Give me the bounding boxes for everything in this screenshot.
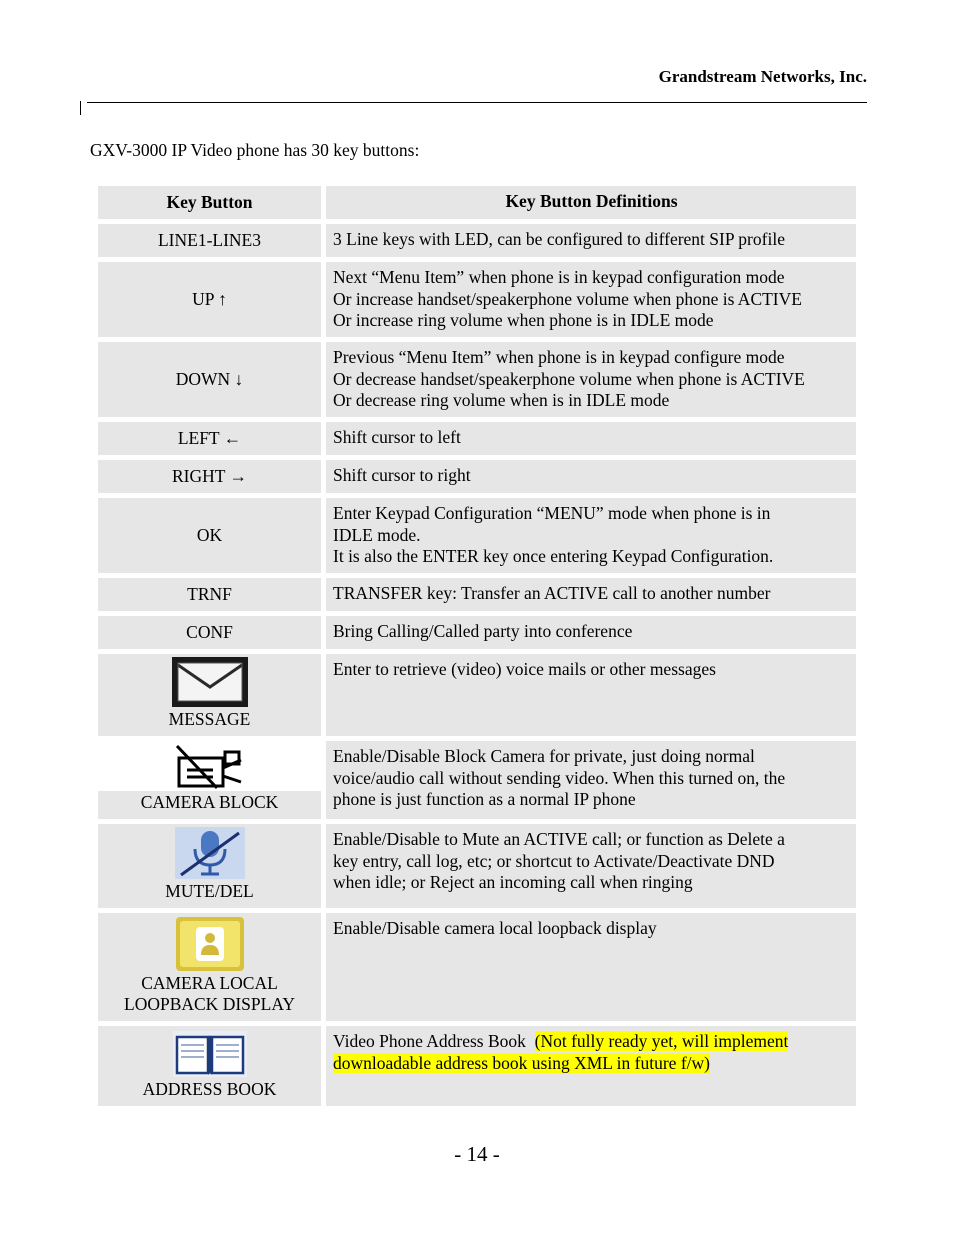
key-name: RIGHT → — [98, 460, 321, 493]
table-row — [98, 578, 856, 611]
table-row — [98, 262, 856, 337]
key-definition — [326, 342, 856, 417]
definition-line: Shift cursor to left — [333, 427, 461, 447]
key-name: DOWN ↓ — [98, 342, 321, 417]
key-label: MUTE/DEL — [165, 881, 254, 901]
key-definition — [326, 741, 856, 819]
definition-line: IDLE mode. — [333, 524, 421, 545]
key-definition — [326, 913, 856, 1021]
definition-line: Enter Keypad Configuration “MENU” mode when phone is in — [333, 503, 771, 523]
definition-line: 3 Line keys with LED, can be configured to different SIP profile — [333, 229, 785, 249]
definition-line: Enter to retrieve (video) voice mails or other messages — [333, 659, 716, 679]
header-definitions: Key Button Definitions — [326, 186, 856, 219]
header-key-button: Key Button — [98, 186, 321, 219]
key-name — [98, 1026, 321, 1106]
table-row — [98, 824, 856, 908]
page-number: - 14 - — [454, 1142, 500, 1166]
key-label: ADDRESS BOOK — [142, 1079, 277, 1099]
definition-line: Next “Menu Item” when phone is in keypad configuration mode — [333, 267, 785, 287]
key-name — [98, 913, 321, 1021]
key-name: LEFT ← — [98, 422, 321, 455]
definition-line — [333, 1053, 850, 1075]
key-definition — [326, 578, 856, 611]
key-label: CAMERA LOCAL — [141, 973, 278, 993]
header-rule-tick — [80, 101, 81, 115]
table-row — [98, 224, 856, 257]
key-name — [98, 741, 321, 819]
table-row — [98, 498, 856, 573]
person-portrait-icon — [176, 917, 244, 971]
definition-line: Previous “Menu Item” when phone is in keypad configure mode — [333, 347, 785, 367]
key-definition — [326, 1026, 856, 1106]
definition-line: voice/audio call without sending video. When this turned on, the — [333, 767, 786, 788]
definition-line: Or increase handset/speakerphone volume when phone is ACTIVE — [333, 288, 802, 309]
highlighted-note: downloadable address book using XML in future f/w) — [333, 1052, 710, 1073]
table-row — [98, 342, 856, 417]
key-name — [98, 824, 321, 908]
camera-blocked-icon — [175, 744, 245, 790]
definition-line: Or increase ring volume when phone is in IDLE mode — [333, 310, 714, 330]
key-definition — [326, 262, 856, 337]
definition-line: Enable/Disable Block Camera for private, just doing normal — [333, 746, 755, 766]
key-label: MESSAGE — [168, 709, 251, 729]
header-rule — [87, 102, 867, 103]
key-label: CAMERA BLOCK — [140, 792, 279, 812]
definition-line: Bring Calling/Called party into conference — [333, 621, 633, 641]
key-definition — [326, 224, 856, 257]
key-definition — [326, 654, 856, 736]
key-name: UP ↑ — [98, 262, 321, 337]
key-name: CONF — [98, 616, 321, 649]
table-row — [98, 460, 856, 493]
table-row — [98, 422, 856, 455]
key-label: LOOPBACK DISPLAY — [124, 994, 295, 1014]
definition-text: Video Phone Address Book — [333, 1031, 535, 1051]
definition-line: TRANSFER key: Transfer an ACTIVE call to another number — [333, 583, 771, 603]
microphone-muted-icon — [175, 827, 245, 879]
definition-line: It is also the ENTER key once entering Keypad Configuration. — [333, 546, 774, 566]
envelope-icon — [172, 657, 248, 707]
key-definition — [326, 824, 856, 908]
definition-line — [333, 1031, 850, 1053]
definition-line: phone is just function as a normal IP phone — [333, 789, 636, 809]
definition-line: Enable/Disable camera local loopback display — [333, 918, 657, 938]
highlighted-note: (Not fully ready yet, will implement — [534, 1031, 789, 1051]
key-name: OK — [98, 498, 321, 573]
definition-line: Shift cursor to right — [333, 465, 471, 485]
definition-line: Or decrease handset/speakerphone volume when phone is ACTIVE — [333, 368, 805, 389]
table-row — [98, 1026, 856, 1106]
table-row — [98, 654, 856, 736]
key-name: TRNF — [98, 578, 321, 611]
key-name: LINE1-LINE3 — [98, 224, 321, 257]
company-header: Grandstream Networks, Inc. — [658, 67, 867, 86]
key-button-table — [98, 186, 856, 1111]
definition-line: Or decrease ring volume when is in IDLE mode — [333, 390, 670, 410]
definition-line: Enable/Disable to Mute an ACTIVE call; or function as Delete a — [333, 829, 785, 849]
intro-text: GXV-3000 IP Video phone has 30 key buttons: — [90, 140, 420, 160]
key-definition — [326, 422, 856, 455]
definition-line: when idle; or Reject an incoming call when ringing — [333, 872, 693, 892]
table-row — [98, 913, 856, 1021]
table-row — [98, 741, 856, 819]
key-definition — [326, 460, 856, 493]
table-row — [98, 616, 856, 649]
definition-line: key entry, call log, etc; or shortcut to Activate/Deactivate DND — [333, 850, 775, 871]
key-definition — [326, 616, 856, 649]
table-header-row — [98, 186, 856, 219]
key-name — [98, 654, 321, 736]
open-book-icon — [173, 1031, 247, 1077]
key-definition — [326, 498, 856, 573]
